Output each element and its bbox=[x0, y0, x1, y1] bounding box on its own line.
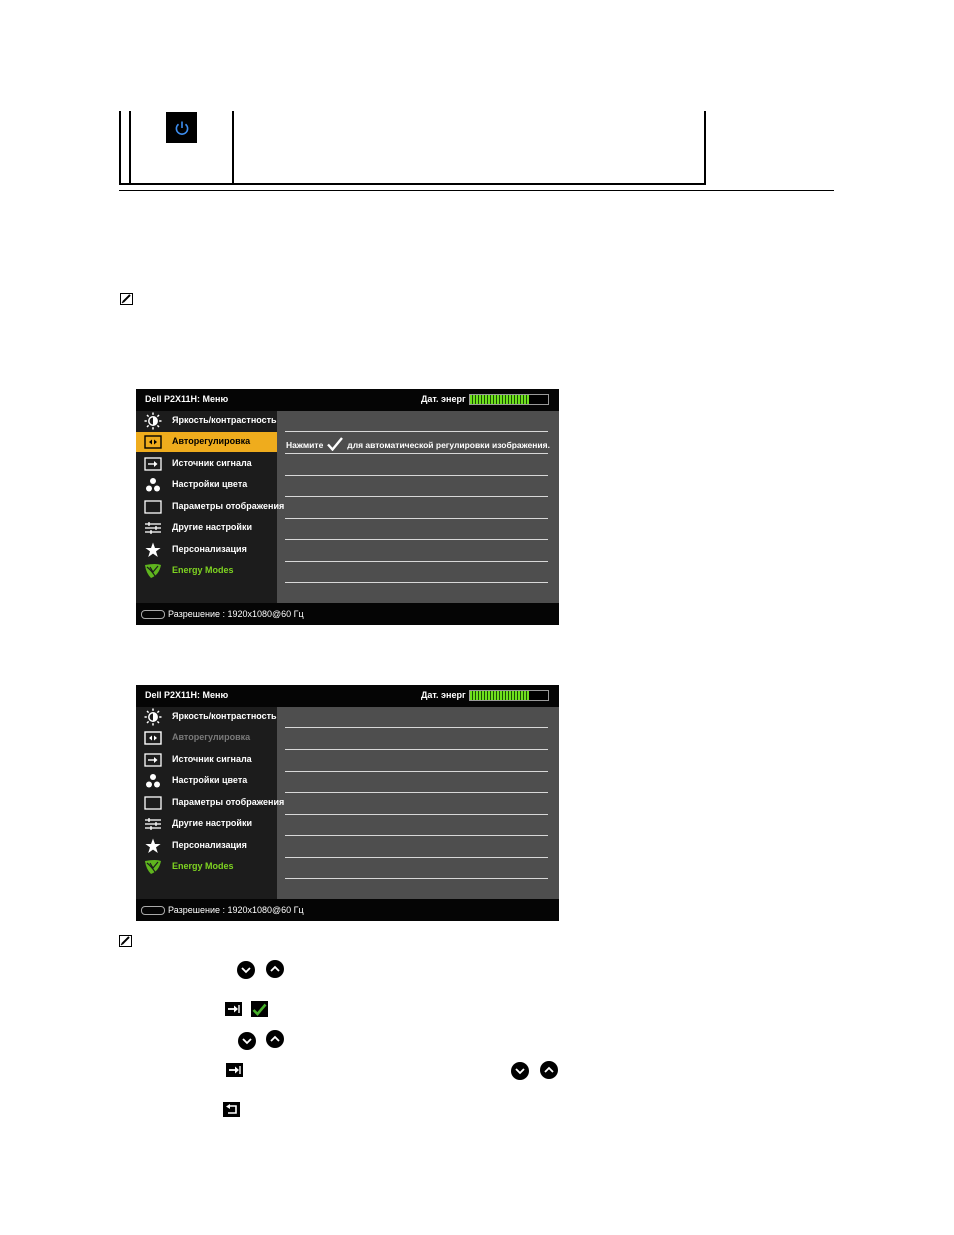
osd-item-label: Параметры отображения bbox=[172, 797, 285, 807]
submenu-divider bbox=[285, 518, 548, 519]
table-border-left-inner bbox=[129, 111, 131, 185]
osd-item-label: Energy Modes bbox=[172, 565, 234, 575]
osd-menu-auto-adjust-disabled bbox=[136, 685, 559, 921]
osd-item-label: Яркость/контрастность bbox=[172, 711, 277, 721]
enter-button-icon bbox=[225, 1002, 242, 1016]
brightness-icon bbox=[143, 412, 163, 430]
submenu-divider bbox=[285, 453, 548, 454]
osd-item-auto-adjust[interactable] bbox=[136, 432, 277, 452]
enter-button-icon bbox=[226, 1063, 243, 1077]
input-source-icon bbox=[143, 455, 163, 473]
auto-adjust-icon bbox=[143, 433, 163, 451]
color-settings-icon bbox=[143, 772, 163, 790]
osd-item-label: Другие настройки bbox=[172, 818, 253, 828]
energy-meter bbox=[469, 690, 549, 701]
table-border-left-outer bbox=[119, 111, 121, 185]
checkmark-button-icon bbox=[251, 1001, 268, 1017]
input-source-icon bbox=[143, 751, 163, 769]
osd-item-label: Источник сигнала bbox=[172, 754, 252, 764]
other-settings-icon bbox=[143, 815, 163, 833]
up-button-icon bbox=[266, 1030, 284, 1048]
down-button-icon bbox=[237, 961, 255, 979]
energy-meter-label: Дат. энерг bbox=[421, 394, 466, 404]
leaf-icon bbox=[143, 858, 163, 876]
table-border-bottom bbox=[119, 183, 706, 185]
osd-item-color-settings[interactable] bbox=[136, 771, 277, 791]
resolution-readout: Разрешение : 1920x1080@60 Гц bbox=[168, 905, 304, 915]
submenu-divider bbox=[285, 475, 548, 476]
osd-item-auto-adjust bbox=[136, 728, 277, 748]
table-border-right bbox=[704, 111, 706, 185]
display-settings-icon bbox=[143, 794, 163, 812]
osd-header bbox=[136, 685, 559, 707]
osd-item-label: Energy Modes bbox=[172, 861, 234, 871]
osd-item-display-settings[interactable] bbox=[136, 793, 285, 813]
star-icon bbox=[143, 541, 163, 559]
osd-menu-auto-adjust bbox=[136, 389, 559, 625]
submenu-divider bbox=[285, 561, 548, 562]
back-button-icon bbox=[223, 1102, 240, 1117]
energy-meter-label: Дат. энерг bbox=[421, 690, 466, 700]
submenu-divider bbox=[285, 539, 548, 540]
message-suffix: для автоматической регулировки изображения. bbox=[347, 440, 550, 450]
resolution-readout: Разрешение : 1920x1080@60 Гц bbox=[168, 609, 304, 619]
up-button-icon bbox=[266, 960, 284, 978]
hdmi-port-icon bbox=[141, 610, 165, 619]
section-divider bbox=[119, 190, 834, 191]
star-icon bbox=[143, 837, 163, 855]
osd-item-label: Персонализация bbox=[172, 544, 247, 554]
table-border-col bbox=[232, 111, 234, 185]
osd-submenu-panel bbox=[277, 707, 559, 899]
submenu-divider bbox=[285, 792, 548, 793]
osd-item-label: Источник сигнала bbox=[172, 458, 252, 468]
osd-item-energy-modes[interactable] bbox=[136, 561, 277, 581]
osd-header bbox=[136, 389, 559, 411]
osd-item-label: Настройки цвета bbox=[172, 775, 248, 785]
osd-item-personalize[interactable] bbox=[136, 540, 277, 560]
osd-footer bbox=[136, 603, 559, 625]
display-settings-icon bbox=[143, 498, 163, 516]
osd-item-label: Яркость/контрастность bbox=[172, 415, 277, 425]
leaf-icon bbox=[143, 562, 163, 580]
submenu-divider bbox=[285, 582, 548, 583]
osd-title: Dell P2X11H: Меню bbox=[145, 394, 229, 404]
submenu-divider bbox=[285, 857, 548, 858]
submenu-divider bbox=[285, 814, 548, 815]
checkmark-icon bbox=[327, 437, 343, 453]
energy-meter bbox=[469, 394, 549, 405]
osd-item-other-settings[interactable] bbox=[136, 518, 277, 538]
power-button-icon bbox=[166, 112, 197, 143]
osd-item-input-source[interactable] bbox=[136, 454, 277, 474]
auto-adjust-message bbox=[286, 437, 550, 453]
submenu-divider bbox=[285, 431, 548, 432]
osd-item-label: Другие настройки bbox=[172, 522, 253, 532]
auto-adjust-icon bbox=[143, 729, 163, 747]
submenu-divider bbox=[285, 749, 548, 750]
submenu-divider bbox=[285, 835, 548, 836]
hdmi-port-icon bbox=[141, 906, 165, 915]
osd-item-personalize[interactable] bbox=[136, 836, 277, 856]
osd-item-display-settings[interactable] bbox=[136, 497, 285, 517]
other-settings-icon bbox=[143, 519, 163, 537]
message-prefix: Нажмите bbox=[286, 440, 324, 450]
osd-item-label: Авторегулировка bbox=[172, 436, 251, 446]
down-button-icon bbox=[238, 1032, 256, 1050]
osd-item-input-source[interactable] bbox=[136, 750, 277, 770]
osd-item-brightness[interactable] bbox=[136, 411, 277, 431]
note-icon bbox=[120, 292, 133, 304]
osd-item-label: Параметры отображения bbox=[172, 501, 285, 511]
note-icon bbox=[119, 934, 132, 946]
submenu-divider bbox=[285, 727, 548, 728]
osd-item-other-settings[interactable] bbox=[136, 814, 277, 834]
submenu-divider bbox=[285, 496, 548, 497]
osd-item-label: Авторегулировка bbox=[172, 732, 251, 742]
osd-footer bbox=[136, 899, 559, 921]
down-button-icon bbox=[511, 1062, 529, 1080]
up-button-icon bbox=[540, 1061, 558, 1079]
osd-item-color-settings[interactable] bbox=[136, 475, 277, 495]
submenu-divider bbox=[285, 771, 548, 772]
submenu-divider bbox=[285, 878, 548, 879]
osd-title: Dell P2X11H: Меню bbox=[145, 690, 229, 700]
osd-item-brightness[interactable] bbox=[136, 707, 277, 727]
osd-item-label: Настройки цвета bbox=[172, 479, 248, 489]
osd-item-energy-modes[interactable] bbox=[136, 857, 277, 877]
brightness-icon bbox=[143, 708, 163, 726]
color-settings-icon bbox=[143, 476, 163, 494]
osd-item-label: Персонализация bbox=[172, 840, 247, 850]
